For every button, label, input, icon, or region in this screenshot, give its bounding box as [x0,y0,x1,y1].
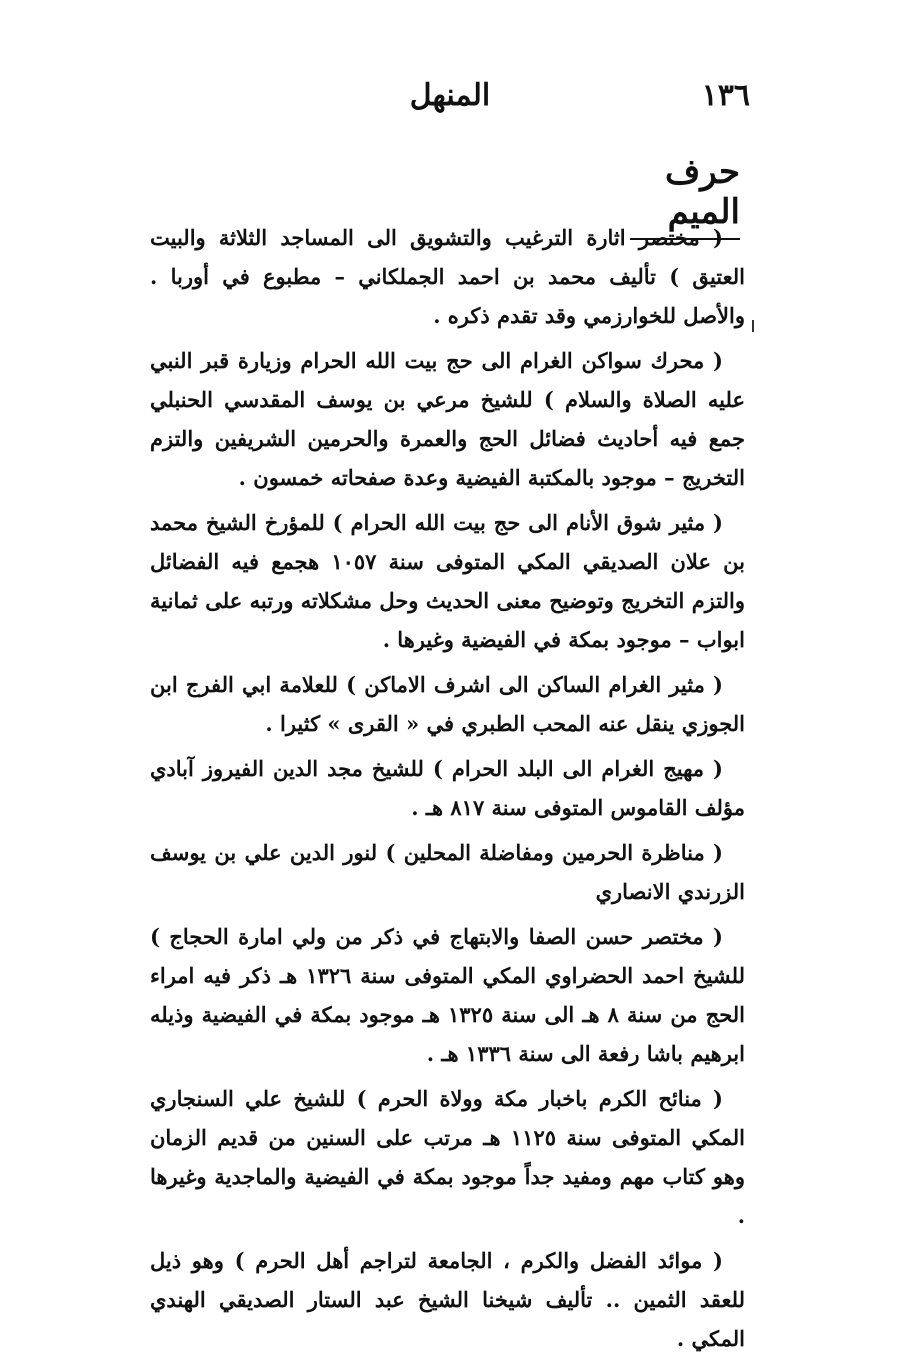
entry-3: ( مثير شوق الأنام الى حج بيت الله الحرام ) للمؤرخ الشيخ محمد بن علان الصديقي المكي المتوفى سنة ١٠٥٧ هجمع فيه الفضائل والتزم التخريج وتوضيح معنى الحديث وحل مشكلاته ورتبه على ثمانية ابواب – موجود بمكة في الفيضية وغيرها . [150,510,745,652]
page-header [150,78,750,128]
margin-mark [752,320,754,332]
running-title: المنهل [409,78,491,113]
entry-1: ( مختصر اثارة الترغيب والتشويق الى المساجد الثلاثة والبيت العتيق ) تأليف محمد بن احمد الجملكاني – مطبوع في أوربا . والأصل للخوارزمي وقد تقدم ذكره . [150,225,745,328]
entry-7: ( مختصر حسن الصفا والابتهاج في ذكر من ولي امارة الحجاج ) للشيخ احمد الحضراوي المكي المتوفى سنة ١٣٢٦ هـ ذكر فيه امراء الحج من سنة ٨ هـ الى سنة ١٣٢٥ هـ موجود بمكة في الفيضية وذيله ابرهيم باشا رفعة الى سنة ١٣٣٦ هـ . [150,924,746,1066]
entry-9: ( موائد الفضل والكرم ، الجامعة لتراجم أهل الحرم ) وهو ذيل للعقد الثمين .. تأليف شيخنا الشيخ عبد الستار الصديقي الهندي المكي . [150,1248,745,1351]
entry-4: ( مثير الغرام الساكن الى اشرف الاماكن ) للعلامة ابي الفرج ابن الجوزي ينقل عنه المحب الطبري في « القرى » كثيرا . [150,672,745,736]
entry-6: ( مناظرة الحرمين ومفاضلة المحلين ) لنور الدين علي بن يوسف الزرندي الانصاري [150,840,745,904]
entry-5: ( مهيج الغرام الى البلد الحرام ) للشيخ مجد الدين الفيروز آبادي مؤلف القاموس المتوفى سنة ٨١٧ هـ . [150,756,745,820]
page-body [150,218,745,1364]
section-title: حرف الميم [630,152,740,240]
page-number: ١٣٦ [701,78,750,113]
entry-8: ( منائح الكرم باخبار مكة وولاة الحرم ) للشيخ علي السنجاري المكي المتوفى سنة ١١٢٥ هـ مرتب على السنين من قديم الزمان وهو كتاب مهم ومفيد جداً موجود بمكة في الفيضية والماجدية وغيرها . [150,1086,745,1228]
entry-2: ( محرك سواكن الغرام الى حج بيت الله الحرام وزيارة قبر النبي عليه الصلاة والسلام ) للشيخ مرعي بن يوسف المقدسي الحنبلي جمع فيه أحاديث فضائل الحج والعمرة والحرمين الشريفين والتزم التخريج – موجود بالمكتبة الفيضية وعدة صفحاته خمسون . [150,348,745,490]
